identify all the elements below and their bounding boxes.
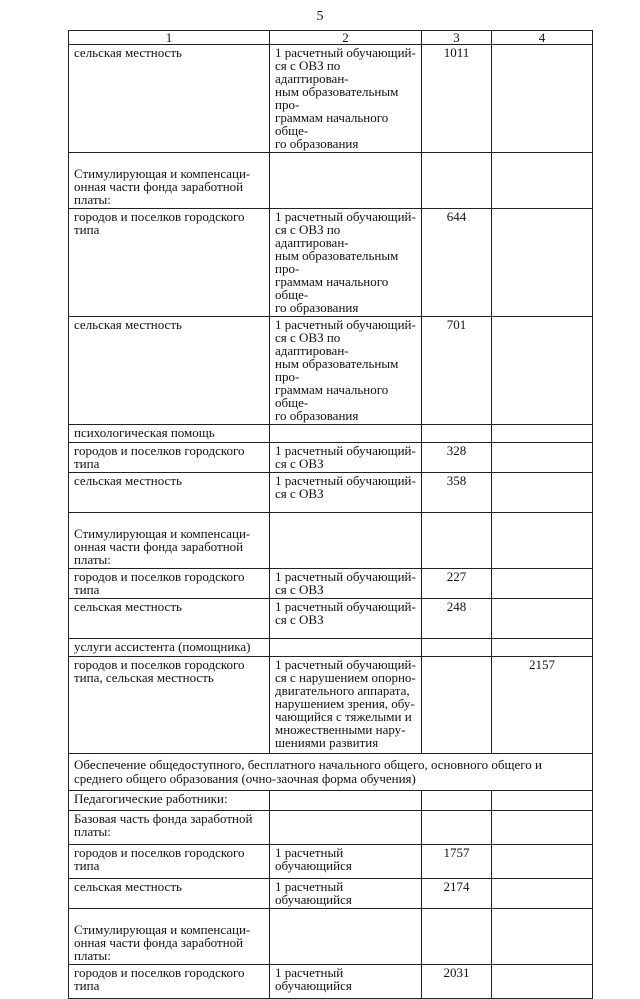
table-cell: городов и поселков городского типа: [69, 209, 270, 317]
table-row: [69, 811, 593, 845]
table-cell: [492, 811, 593, 845]
table-cell: [492, 909, 593, 965]
funding-norms-table: [68, 30, 593, 999]
table-cell: 1 расчетный обучающийся: [270, 879, 422, 909]
table-row: [69, 569, 593, 599]
rows-before-section: [69, 45, 593, 754]
table-cell: [422, 909, 492, 965]
table-cell: 227: [422, 569, 492, 599]
table-cell: 2174: [422, 879, 492, 909]
rows-after-section: [69, 791, 593, 999]
table-cell: [422, 425, 492, 443]
table-cell: 248: [422, 599, 492, 639]
table-cell: сельская местность: [69, 879, 270, 909]
section-title: Обеспечение общедоступного, бесплатного начального общего, основного общего и среднего общего образования (очно-заочная форма обучения): [69, 754, 593, 791]
table-cell: [270, 153, 422, 209]
table-row: [69, 657, 593, 754]
table-cell: 1 расчетный обучающий- ся с ОВЗ по адаптирован- ным образовательным про- граммам начального обще- го образования: [270, 45, 422, 153]
table-row: [69, 791, 593, 811]
column-header: 3: [422, 31, 492, 45]
table-cell: 2031: [422, 965, 492, 999]
table-row: [69, 443, 593, 473]
table-row: [69, 153, 593, 209]
table-cell: 1 расчетный обучающий- ся с ОВЗ по адаптирован- ным образовательным про- граммам начального обще- го образования: [270, 209, 422, 317]
table-cell: 1 расчетный обучающий- ся с ОВЗ: [270, 599, 422, 639]
section-row: [69, 754, 593, 791]
table-cell: сельская местность: [69, 599, 270, 639]
table-cell: [422, 791, 492, 811]
table-cell: 1757: [422, 845, 492, 879]
table-cell: [492, 599, 593, 639]
table-row: [69, 473, 593, 513]
column-header: 4: [492, 31, 593, 45]
table-cell: [270, 425, 422, 443]
table-cell: сельская местность: [69, 473, 270, 513]
table-cell: городов и поселков городского типа: [69, 965, 270, 999]
table-cell: городов и поселков городского типа: [69, 569, 270, 599]
table-cell: [492, 639, 593, 657]
table-cell: городов и поселков городского типа: [69, 443, 270, 473]
table-cell: Стимулирующая и компенсаци- онная части фонда заработной платы:: [69, 513, 270, 569]
table-cell: 358: [422, 473, 492, 513]
table-cell: 1 расчетный обучающий- ся с ОВЗ по адаптирован- ным образовательным про- граммам начального обще- го образования: [270, 317, 422, 425]
table-cell: [492, 209, 593, 317]
table-cell: [270, 639, 422, 657]
table-cell: Стимулирующая и компенсаци- онная части фонда заработной платы:: [69, 153, 270, 209]
table-cell: 1 расчетный обучающий- ся с нарушением опорно- двигательного аппарата, нарушением зрения, обу- чающийся с тяжелыми и множественными нару- шениями развития: [270, 657, 422, 754]
table-cell: Педагогические работники:: [69, 791, 270, 811]
table-row: [69, 317, 593, 425]
table-cell: [492, 879, 593, 909]
table-cell: 1 расчетный обучающийся: [270, 845, 422, 879]
table-cell: городов и поселков городского типа: [69, 845, 270, 879]
table-cell: [270, 791, 422, 811]
table-row: [69, 639, 593, 657]
table-cell: 701: [422, 317, 492, 425]
table-cell: [422, 513, 492, 569]
table-cell: [492, 473, 593, 513]
table-cell: 1011: [422, 45, 492, 153]
table-row: [69, 45, 593, 153]
table-cell: [492, 153, 593, 209]
table-cell: [270, 811, 422, 845]
table-cell: 1 расчетный обучающий- ся с ОВЗ: [270, 443, 422, 473]
table-cell: [492, 965, 593, 999]
table-cell: психологическая помощь: [69, 425, 270, 443]
table-cell: [492, 845, 593, 879]
page-number: 5: [316, 9, 324, 24]
table-cell: [492, 791, 593, 811]
column-header: 1: [69, 31, 270, 45]
table-cell: 2157: [492, 657, 593, 754]
table-row: [69, 425, 593, 443]
table-cell: услуги ассистента (помощника): [69, 639, 270, 657]
table-row: [69, 209, 593, 317]
table-row: [69, 879, 593, 909]
table-cell: 328: [422, 443, 492, 473]
table-cell: [422, 811, 492, 845]
table-cell: 644: [422, 209, 492, 317]
table-cell: 1 расчетный обучающий- ся с ОВЗ: [270, 473, 422, 513]
table-cell: Стимулирующая и компенсаци- онная части фонда заработной платы:: [69, 909, 270, 965]
table-cell: [492, 425, 593, 443]
table-cell: сельская местность: [69, 45, 270, 153]
table-cell: городов и поселков городского типа, сельская местность: [69, 657, 270, 754]
table-row: [69, 965, 593, 999]
table-cell: [492, 45, 593, 153]
column-header: 2: [270, 31, 422, 45]
table-cell: [270, 513, 422, 569]
table-cell: [422, 153, 492, 209]
table-cell: [422, 639, 492, 657]
table-cell: сельская местность: [69, 317, 270, 425]
table-row: [69, 513, 593, 569]
table-cell: Базовая часть фонда заработной платы:: [69, 811, 270, 845]
table-cell: [422, 657, 492, 754]
table-cell: [492, 443, 593, 473]
table-cell: [492, 317, 593, 425]
column-number-row: [69, 31, 593, 45]
table-cell: 1 расчетный обучающийся: [270, 965, 422, 999]
table-cell: 1 расчетный обучающий- ся с ОВЗ: [270, 569, 422, 599]
table-cell: [492, 513, 593, 569]
table-cell: [492, 569, 593, 599]
table-row: [69, 599, 593, 639]
table-cell: [270, 909, 422, 965]
table-row: [69, 909, 593, 965]
table-row: [69, 845, 593, 879]
